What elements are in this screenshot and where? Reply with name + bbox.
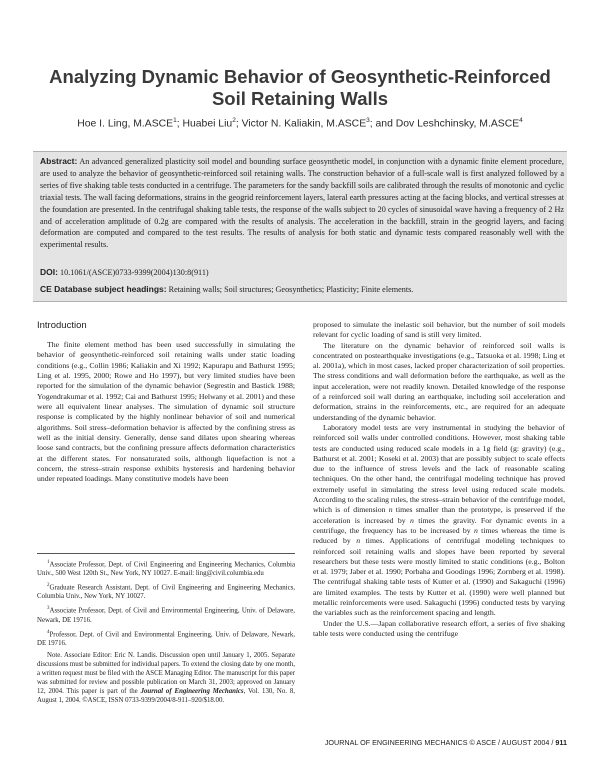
abstract bbox=[40, 156, 564, 251]
right-paragraph-3-part-c: times the gravity. For dynamic events in a centrifuge, the frequency has to be increased by bbox=[313, 515, 565, 535]
footnote-2-mark: 2 bbox=[47, 583, 50, 589]
author-3-affil: 3 bbox=[366, 117, 370, 124]
right-paragraph-3-part-b: times smaller than the prototype, is preserved if the acceleration is increased by bbox=[313, 505, 566, 525]
footnote-divider bbox=[37, 553, 295, 554]
footnote-4-mark: 4 bbox=[47, 629, 50, 635]
abstract-text: An advanced generalized plasticity soil model and bounding surface geosynthetic model, in conjunction with a dynamic finite element procedure, are used to analyze the behavior of geosynthetic-reinforced soil retaining walls. The construction behavior of a full-scale wall is first analyzed followed by a series of five shaking table tests conducted in a centrifuge. The parameters for the sandy backfill soils are calibrated through the results of monotonic and cyclic triaxial tests. The wall facing deformations, strains in the geogrid reinforcement layers, lateral earth pressures acting at the facing blocks, and vertical stresses at the foundation are presented. In the centrifugal shaking table tests, the response of the walls subject to 20 cycles of sinusoidal wave having a frequency of 2 Hz and of acceleration amplitude of 0.2g are compared with the results of analysis. The acceleration in the backfill, strain in the geogrid layers, and facing deformation are computed and compared to the test results. The results of analysis for both static and dynamic tests compared reasonably well with the experimental results. bbox=[40, 157, 564, 250]
footnote-3-mark: 3 bbox=[47, 606, 50, 612]
footnote-4-text: Professor, Dept. of Civil and Environmental Engineering, Univ. of Delaware, Newark, DE 19716. bbox=[37, 630, 295, 647]
right-paragraph-1: proposed to simulate the inelastic soil behavior, but the number of soil models relevant for cyclic loading of sand is still very limited. bbox=[313, 320, 565, 340]
title-line-2: Soil Retaining Walls bbox=[211, 88, 389, 109]
right-column bbox=[313, 320, 565, 639]
paper-title bbox=[40, 66, 560, 110]
editorial-note-issn: , Vol. 130, No. 8, August 1, 2004. ©ASCE, ISSN 0733-9399/2004/8-911–920/$18.00. bbox=[37, 687, 295, 704]
introduction-paragraph: The finite element method has been used successfully in simulating the behavior of geosynthetic-reinforced soil retaining walls under static loading conditions (e.g., Collin 1986; Kaliakin and Xi 1992; Kapurapu and Bathurst 1995; Ling et al. 1995, 2000; Rowe and Ho 1997), but very limited studies have been reported for the simulation of the dynamic behavior (Segrestin and Bastick 1988; Yogendrakumar et al. 1992; Cai and Bathurst 1995; Helwany et al. 2001) and these were all equivalent linear analyses. The simulation of dynamic soil structure response is complicated by the highly nonlinear behavior of soil and numerical algorithms. Soil stress–deformation behavior is affected by the confining stress as well as the initial density. Generally, dense sand dilates upon shearing whereas loose sand contracts, but the confining pressure affects deformation characteristics at the different states. For nonsaturated soils, although liquefaction is not a concern, the stress–strain response exhibits hysteresis and hardening behavior under repeated loadings. Many constitutive models have been bbox=[37, 340, 295, 484]
footnote-1-text: Associate Professor, Dept. of Civil Engineering and Engineering Mechanics, Columbia Univ., 500 West 120th St., New York, NY 10027. E-mail: ling@civil.columbia.edu bbox=[37, 561, 295, 578]
variable-n: n bbox=[410, 515, 414, 525]
variable-n: n bbox=[473, 525, 478, 535]
variable-n: n bbox=[356, 536, 361, 546]
ce-database-line bbox=[40, 284, 564, 294]
footer-journal: JOURNAL OF ENGINEERING MECHANICS © ASCE / AUGUST 2004 / bbox=[324, 738, 556, 747]
footnote-2-text: Graduate Research Assistant, Dept. of Civil Engineering and Engineering Mechanics, Columbia Univ., New York, NY 10027. bbox=[37, 584, 295, 601]
doi-line bbox=[40, 267, 564, 277]
footnote-1 bbox=[37, 559, 295, 579]
right-paragraph-3 bbox=[313, 423, 565, 619]
footnote-3-text: Associate Professor, Dept. of Civil and Environmental Engineering, Univ. of Delaware, Newark, DE 19716. bbox=[37, 607, 295, 624]
author-4-affil: 4 bbox=[519, 117, 523, 124]
right-paragraph-2: The literature on the dynamic behavior of reinforced soil walls is concentrated on postearthquake investigations (e.g., Tatsuoka et al. 1998; Ling et al. 2001a), which in most cases, lacked proper characterization of soil properties. The stress conditions and wall deformation before the earthquake, as well as the input acceleration, were not readily known. Detailed knowledge of the response of a reinforced soil wall during an earthquake, including soil acceleration and deformation, strains in the reinforcements, etc., are required for an adequate understanding of the dynamic behavior. bbox=[313, 340, 565, 422]
author-4: ; and Dov Leshchinsky, M.ASCE bbox=[369, 118, 520, 130]
author-1: Hoe I. Ling, M.ASCE bbox=[77, 118, 174, 130]
page-footer bbox=[325, 738, 567, 747]
footnote-4 bbox=[37, 629, 295, 649]
right-paragraph-3-part-e: times. Applications of centrifugal modeling techniques to reinforced soil retaining walls and slopes have been reported by several researchers but these tests were mostly limited to static conditions (e.g., Bolton et al. 1979; Jaber et al. 1990; Porbaha and Goodings 1996; Zornberg et al. 1998). The centrifugal shaking table tests of Kutter et al. (1990) and Sakaguchi (1996) are limited examples. The tests by Kutter et al. (1990) were well planned but metallic reinforcements were used. Sakaguchi (1996) conducted tests by varying the variables such as the reinforcement spacing and length. bbox=[313, 536, 566, 618]
author-3: ; Victor N. Kaliakin, M.ASCE bbox=[235, 118, 367, 130]
doi-label: DOI: bbox=[40, 267, 58, 277]
editorial-note-text: Note. Associate Editor: Eric N. Landis. Discussion open until January 1, 2005. Separate discussions must be submitted for individual papers. To extend the closing date by one month, a written request must be filed with the ASCE Managing Editor. The manuscript for this paper was submitted for review and possible publication on March 31, 2003; approved on January 12, 2004. This paper is part of the bbox=[37, 651, 295, 695]
title-line-1: Analyzing Dynamic Behavior of Geosynthetic-Reinforced bbox=[49, 66, 551, 87]
abstract-label: Abstract: bbox=[40, 156, 78, 166]
editorial-note bbox=[37, 652, 295, 706]
ce-database-value: Retaining walls; Soil structures; Geosynthetics; Plasticity; Finite elements. bbox=[168, 285, 414, 294]
right-paragraph-3-part-d: times whereas the time is reduced by bbox=[313, 525, 566, 546]
journal-name: Journal of Engineering Mechanics bbox=[140, 687, 244, 695]
right-paragraph-3-part-a: Laboratory model tests are very instrumental in studying the behavior of reinforced soil walls under controlled conditions. However, most shaking table tests are conducted using reduced scale models in a 1g field (g: gravity) (e.g., Bathurst et al. 2001; Koseki et al. 2003) that are possibly subject to scale effects due to the influence of stress levels and the lack of reasonable scaling techniques. On the other hand, the centrifugal modeling technique has proved extremely useful in simulating the stress level using reduced scale models. According to the scaling rules, the stress–strain behavior of the centrifuge model, which is of dimension bbox=[313, 422, 566, 515]
right-paragraph-4: Under the U.S.—Japan collaborative research effort, a series of five shaking table tests were conducted using the centrifuge bbox=[313, 618, 565, 638]
author-2: ; Huabei Liu bbox=[176, 118, 233, 130]
footnotes bbox=[37, 559, 295, 708]
introduction-heading: Introduction bbox=[37, 320, 87, 331]
footnote-3 bbox=[37, 605, 295, 625]
ce-database-label: CE Database subject headings: bbox=[40, 284, 167, 294]
left-column bbox=[37, 340, 295, 485]
doi-value[interactable]: 10.1061/(ASCE)0733-9399(2004)130:8(911) bbox=[60, 268, 209, 277]
footnote-2 bbox=[37, 582, 295, 602]
author-1-affil: 1 bbox=[173, 117, 177, 124]
variable-n: n bbox=[388, 505, 393, 515]
page-number: 911 bbox=[555, 738, 567, 747]
footnote-1-mark: 1 bbox=[47, 560, 50, 565]
author-2-affil: 2 bbox=[232, 117, 236, 124]
author-list bbox=[30, 117, 570, 129]
